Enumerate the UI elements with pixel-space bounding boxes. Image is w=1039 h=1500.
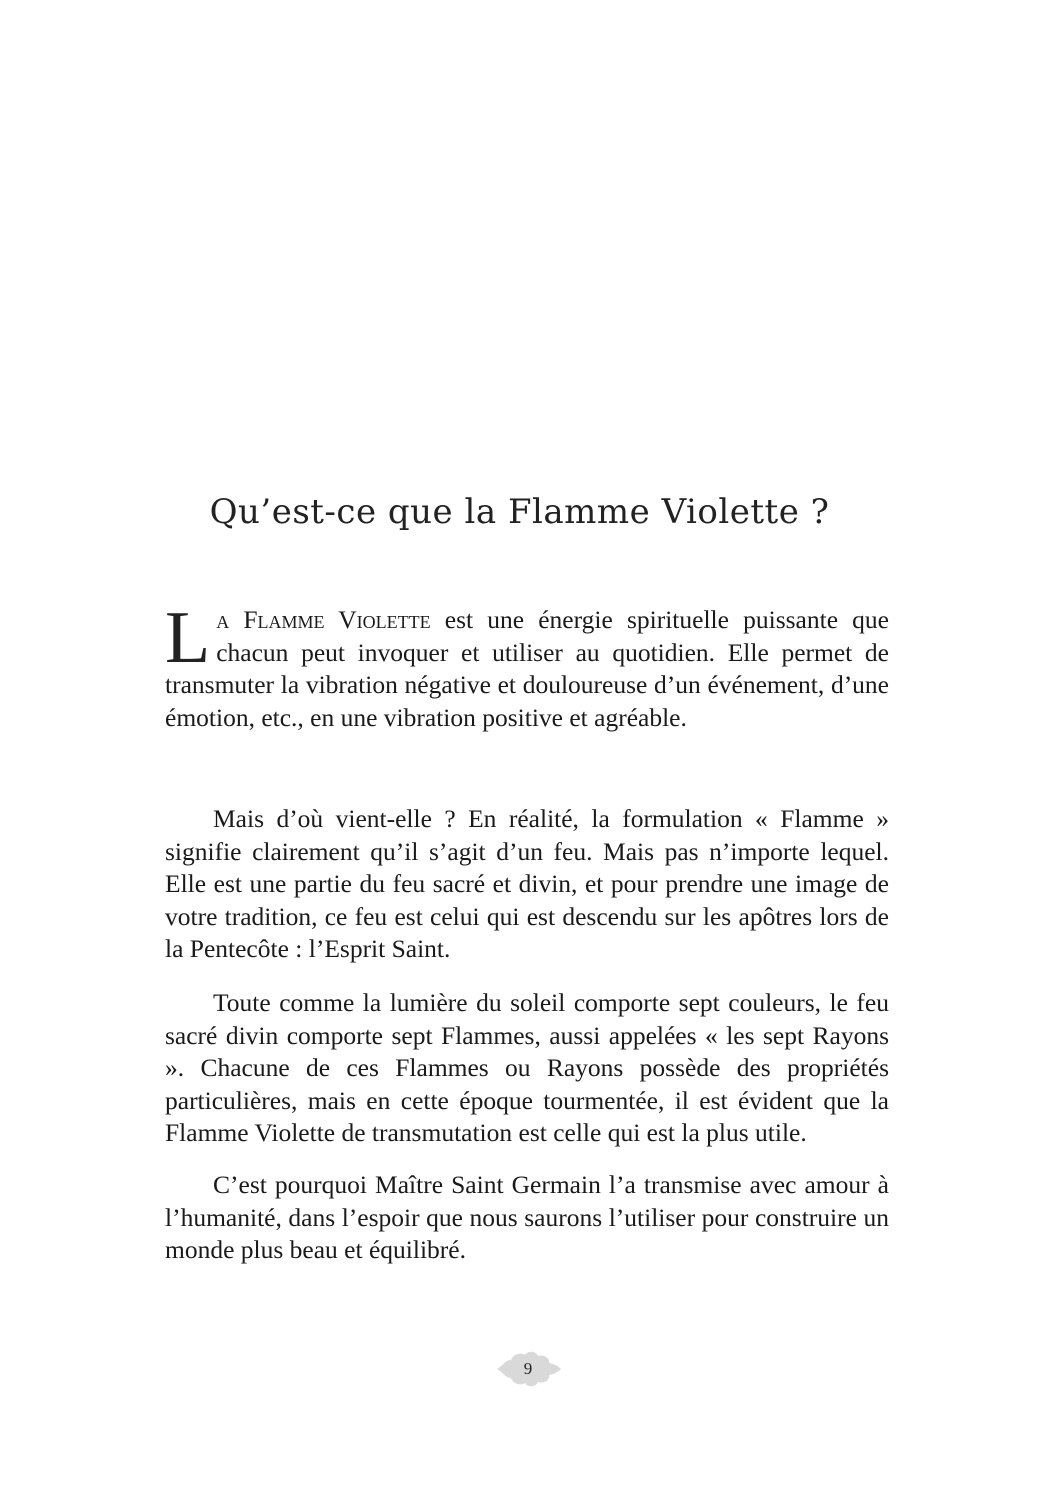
- page-number: 9: [523, 1359, 533, 1378]
- paragraph-saint-germain: C’est pourquoi Maître Saint Germain l’a transmise avec amour à l’humanité, dans l’espoir que nous saurons l’utiliser pour construire un monde plus beau et équilibré.: [165, 1170, 889, 1264]
- paragraph-intro: [165, 597, 889, 734]
- chapter-title: Qu’est-ce que la Flamme Violette ?: [209, 492, 830, 532]
- paragraph-seven-rays: Toute comme la lumière du soleil comporte sept couleurs, le feu sacré divin comporte sept Flammes, aussi appelées « les sept Rayons ». Chacune de ces Flammes ou Rayons possède des propriétés particulières, mais en cette époque tourmentée, il est évident que la Flamme Violette de transmutation est celle qui est la plus utile.: [165, 988, 889, 1147]
- drop-cap: L: [165, 597, 211, 679]
- paragraph-origin: Mais d’où vient-elle ? En réalité, la formulation « Flamme » signifie clairement qu’il s’agit d’un feu. Mais pas n’importe lequel. Elle est une partie du feu sacré et divin, et pour prendre une image de votre tradition, ce feu est celui qui est descendu sur les apôtres lors de la Pentecôte : l’Esprit Saint.: [165, 804, 889, 963]
- page-number-ornament: [493, 1346, 563, 1392]
- small-caps-lead: a Flamme Violette: [216, 605, 431, 634]
- paragraph-intro-text: est une énergie spirituelle puissante que chacun peut invoquer et utiliser au quotidien. Elle permet de transmuter la vibration négative et douloureuse d’un événement, d’une émotion, etc., en une vibration positive et agréable.: [165, 605, 889, 732]
